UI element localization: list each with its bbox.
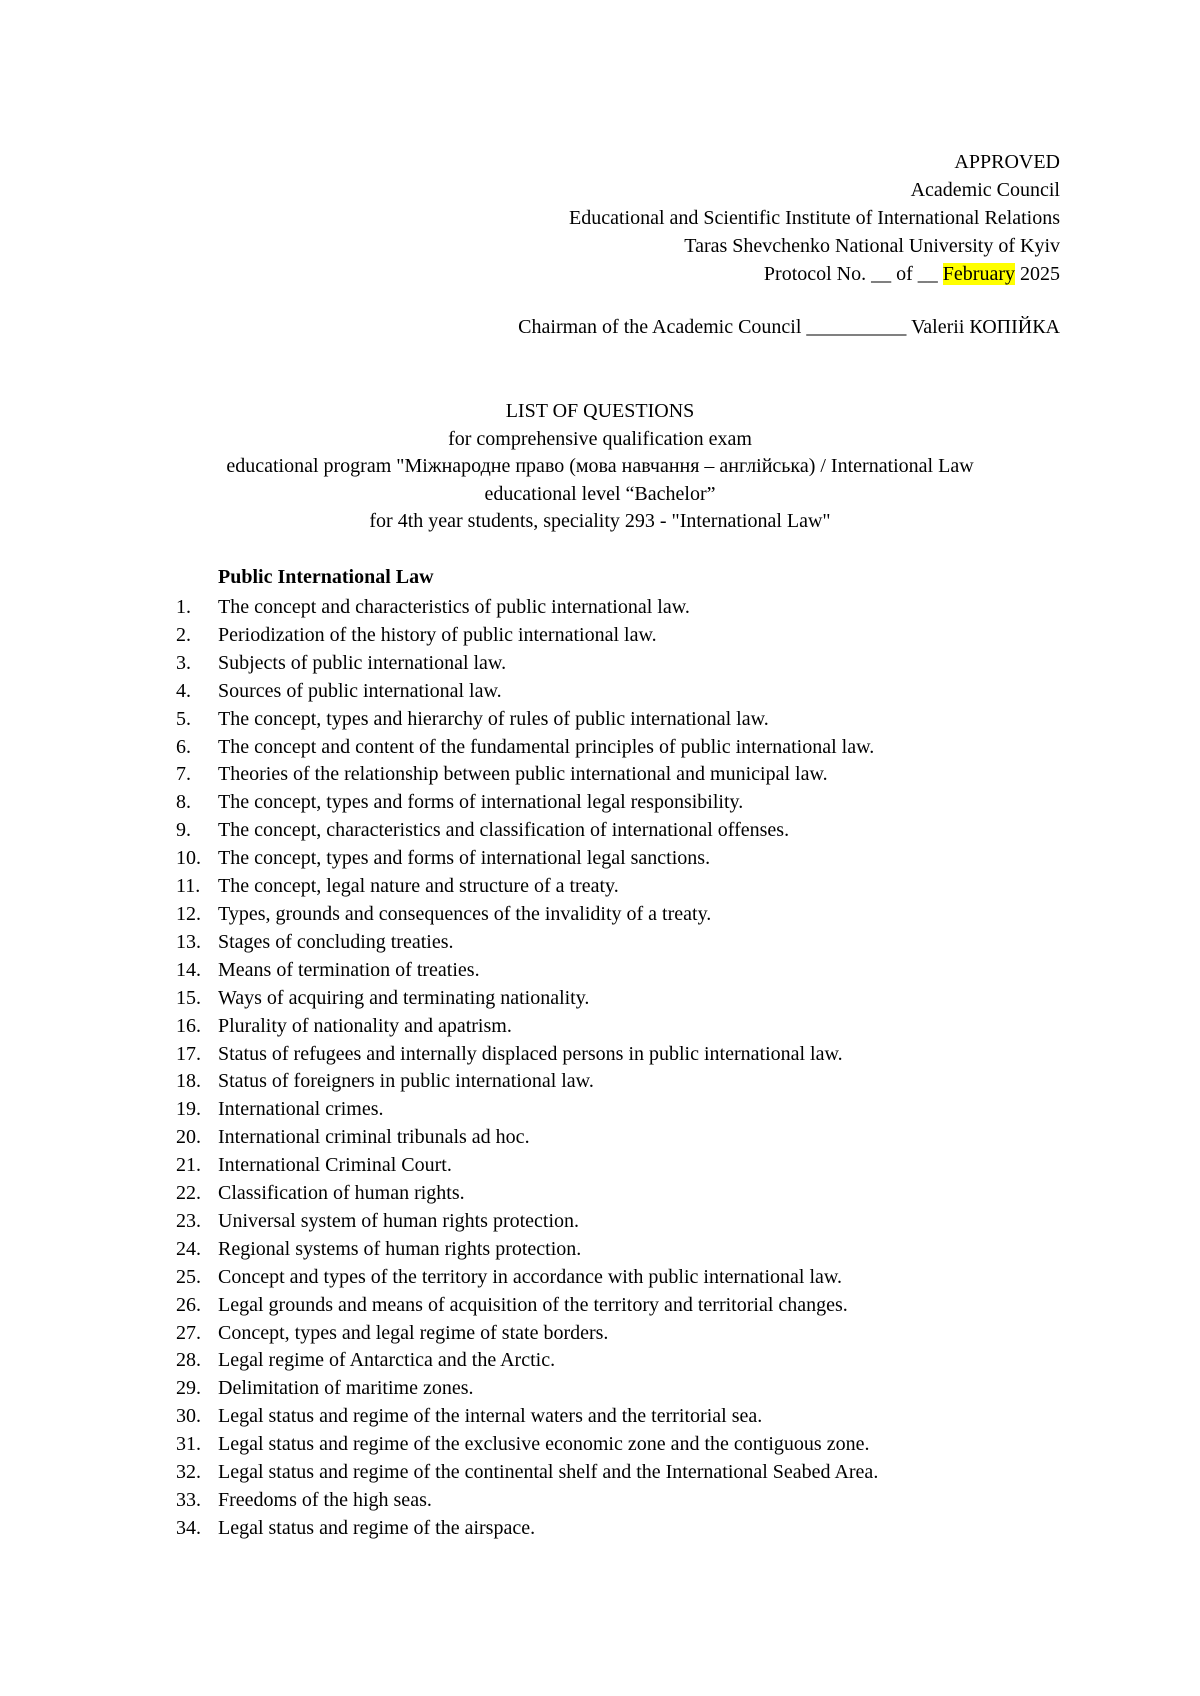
question-text: Sources of public international law. <box>218 679 502 702</box>
list-item <box>176 1320 878 1348</box>
question-text: Legal regime of Antarctica and the Arctic. <box>218 1349 556 1372</box>
question-text: Ways of acquiring and terminating nationality. <box>218 986 590 1009</box>
question-text: Legal status and regime of the continental shelf and the International Seabed Area. <box>218 1461 879 1484</box>
question-text: The concept, types and forms of international legal responsibility. <box>218 791 744 814</box>
list-item <box>176 734 878 762</box>
chairman-signature-line: Chairman of the Academic Council __________ Valerii КОПІЙКА <box>518 316 1060 338</box>
question-number: 4. <box>176 679 191 702</box>
question-number: 24. <box>176 1237 201 1260</box>
question-text: Legal status and regime of the internal waters and the territorial sea. <box>218 1405 763 1428</box>
list-item <box>176 1459 878 1487</box>
document-title: LIST OF QUESTIONS <box>505 400 695 422</box>
approval-protocol <box>569 260 1060 288</box>
question-number: 7. <box>176 763 191 786</box>
list-item <box>176 1347 878 1375</box>
educational-level: educational level “Bachelor” <box>484 482 716 505</box>
approval-council: Academic Council <box>910 179 1060 201</box>
document-title-block <box>90 398 1110 536</box>
question-number: 18. <box>176 1070 201 1093</box>
list-item <box>176 817 878 845</box>
list-item <box>176 1096 878 1124</box>
list-item <box>176 761 878 789</box>
question-number: 11. <box>176 875 201 898</box>
question-text: The concept, legal nature and structure of a treaty. <box>218 875 619 898</box>
list-item <box>176 622 878 650</box>
list-item <box>176 1208 878 1236</box>
list-item <box>176 1292 878 1320</box>
question-number: 5. <box>176 707 191 730</box>
question-text: Legal status and regime of the airspace. <box>218 1516 536 1539</box>
question-text: The concept, types and hierarchy of rules of public international law. <box>218 707 769 730</box>
list-item <box>176 1375 878 1403</box>
question-number: 34. <box>176 1516 201 1539</box>
list-item <box>176 1124 878 1152</box>
list-item <box>176 594 878 622</box>
question-number: 31. <box>176 1433 201 1456</box>
question-number: 1. <box>176 596 191 618</box>
approval-title: APPROVED <box>954 151 1060 173</box>
list-item <box>176 1515 878 1543</box>
protocol-month-highlighted: February <box>942 263 1015 285</box>
question-number: 10. <box>176 847 201 870</box>
question-text: Periodization of the history of public international law. <box>218 623 657 646</box>
question-text: Stages of concluding treaties. <box>218 930 454 953</box>
question-number: 21. <box>176 1154 201 1177</box>
question-number: 19. <box>176 1098 201 1121</box>
exam-type: for comprehensive qualification exam <box>448 427 752 450</box>
list-item <box>176 901 878 929</box>
question-text: The concept and characteristics of public international law. <box>218 596 690 618</box>
list-item <box>176 706 878 734</box>
question-text: Plurality of nationality and apatrism. <box>218 1014 512 1037</box>
question-text: The concept, types and forms of international legal sanctions. <box>218 847 711 870</box>
question-number: 15. <box>176 986 201 1009</box>
list-item <box>176 1041 878 1069</box>
approval-institute: Educational and Scientific Institute of International Relations <box>569 207 1060 229</box>
question-text: Status of refugees and internally displaced persons in public international law. <box>218 1042 843 1065</box>
list-item <box>176 845 878 873</box>
question-number: 22. <box>176 1182 201 1205</box>
question-number: 20. <box>176 1126 201 1149</box>
question-text: Regional systems of human rights protection. <box>218 1237 582 1260</box>
question-text: Delimitation of maritime zones. <box>218 1377 474 1400</box>
question-number: 9. <box>176 819 191 842</box>
list-item <box>176 789 878 817</box>
list-item <box>176 873 878 901</box>
question-number: 26. <box>176 1293 201 1316</box>
list-item <box>176 1236 878 1264</box>
list-item <box>176 1013 878 1041</box>
question-number: 25. <box>176 1265 201 1288</box>
question-number: 27. <box>176 1321 201 1344</box>
list-item <box>176 929 878 957</box>
questions-list <box>176 594 878 1543</box>
question-number: 2. <box>176 623 191 646</box>
question-number: 33. <box>176 1489 201 1511</box>
section-heading: Public International Law <box>218 566 434 588</box>
list-item <box>176 1431 878 1459</box>
question-text: Concept and types of the territory in accordance with public international law. <box>218 1265 843 1288</box>
question-text: International criminal tribunals ad hoc. <box>218 1126 530 1149</box>
question-text: The concept, characteristics and classification of international offenses. <box>218 819 790 842</box>
protocol-prefix: Protocol No. __ of __ <box>763 263 943 285</box>
approval-university: Taras Shevchenko National University of Kyiv <box>684 235 1060 257</box>
question-text: Classification of human rights. <box>218 1182 465 1205</box>
question-number: 8. <box>176 791 191 814</box>
question-text: International crimes. <box>218 1098 384 1121</box>
question-number: 12. <box>176 902 201 925</box>
question-text: Universal system of human rights protection. <box>218 1209 580 1232</box>
question-number: 6. <box>176 735 191 758</box>
question-number: 28. <box>176 1349 201 1372</box>
question-text: Status of foreigners in public international law. <box>218 1070 594 1093</box>
question-text: Freedoms of the high seas. <box>218 1489 432 1511</box>
question-number: 3. <box>176 651 191 674</box>
question-number: 13. <box>176 930 201 953</box>
list-item <box>176 985 878 1013</box>
question-number: 14. <box>176 958 201 981</box>
list-item <box>176 1152 878 1180</box>
question-number: 29. <box>176 1377 201 1400</box>
list-item <box>176 678 878 706</box>
list-item <box>176 957 878 985</box>
question-text: Concept, types and legal regime of state borders. <box>218 1321 609 1344</box>
question-text: The concept and content of the fundamental principles of public international law. <box>218 735 875 758</box>
question-number: 16. <box>176 1014 201 1037</box>
list-item <box>176 1487 878 1515</box>
question-text: Subjects of public international law. <box>218 651 507 674</box>
educational-program: educational program "Міжнародне право (мова навчання – англійська) / International Law <box>226 455 974 477</box>
question-number: 17. <box>176 1042 201 1065</box>
list-item <box>176 650 878 678</box>
question-text: International Criminal Court. <box>218 1154 452 1177</box>
question-number: 32. <box>176 1461 201 1484</box>
question-number: 30. <box>176 1405 201 1428</box>
question-text: Legal grounds and means of acquisition of the territory and territorial changes. <box>218 1293 848 1316</box>
student-speciality: for 4th year students, speciality 293 - "International Law" <box>369 510 831 532</box>
approval-block <box>569 148 1060 288</box>
question-text: Legal status and regime of the exclusive economic zone and the contiguous zone. <box>218 1433 870 1456</box>
question-text: Types, grounds and consequences of the invalidity of a treaty. <box>218 902 712 925</box>
list-item <box>176 1068 878 1096</box>
question-text: Theories of the relationship between public international and municipal law. <box>218 763 828 786</box>
protocol-year: 2025 <box>1015 263 1060 285</box>
list-item <box>176 1180 878 1208</box>
question-number: 23. <box>176 1209 201 1232</box>
list-item <box>176 1403 878 1431</box>
question-text: Means of termination of treaties. <box>218 958 480 981</box>
list-item <box>176 1264 878 1292</box>
